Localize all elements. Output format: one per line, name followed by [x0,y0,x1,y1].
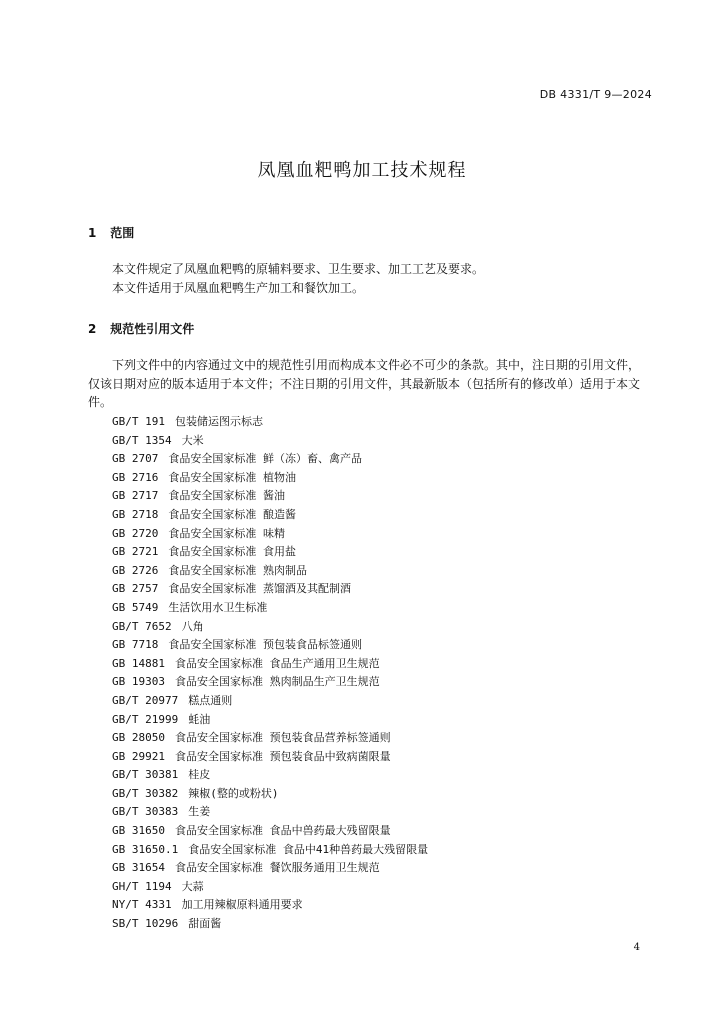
reference-item [112,525,428,544]
reference-title: 食品安全国家标准 蒸馏酒及其配制酒 [168,582,351,596]
reference-item [112,673,428,692]
reference-code: GB/T 30381 [112,768,179,782]
reference-title: 食品安全国家标准 食用盐 [168,545,296,559]
reference-title: 八角 [181,619,204,633]
reference-title: 食品安全国家标准 食品中兽药最大残留限量 [174,824,391,838]
reference-item [112,859,428,878]
reference-code: GB 2718 [112,507,159,521]
reference-code: GB 5749 [112,600,159,614]
reference-item [112,729,428,748]
reference-title: 食品安全国家标准 植物油 [168,470,296,484]
reference-item [112,692,428,711]
reference-item [112,785,428,804]
reference-code: GB 2707 [112,452,159,466]
reference-code: GB/T 7652 [112,619,172,633]
scope-paragraph-1: 本文件规定了凤凰血粑鸭的原辅料要求、卫生要求、加工工艺及要求。 [112,262,485,276]
section-heading-text: 规范性引用文件 [110,322,195,336]
reference-code: GB 2716 [112,470,159,484]
reference-code: GB 2720 [112,526,159,540]
reference-code: GB 31650.1 [112,842,179,856]
reference-code: GB 2717 [112,489,159,503]
reference-list [112,413,428,934]
reference-code: GB 2757 [112,582,159,596]
reference-code: GB 31654 [112,861,165,875]
reference-code: GB/T 21999 [112,712,179,726]
reference-title: 食品安全国家标准 预包装食品标签通则 [168,638,362,652]
section-1-heading [88,224,134,241]
reference-title: 糕点通则 [188,693,233,707]
reference-item [112,711,428,730]
reference-item [112,803,428,822]
reference-title: 食品安全国家标准 熟肉制品生产卫生规范 [174,675,380,689]
reference-code: GB 31650 [112,824,165,838]
reference-item [112,766,428,785]
reference-code: GB/T 191 [112,415,165,428]
section-2-heading [88,320,194,337]
reference-item [112,841,428,860]
reference-title: 包装储运图示标志 [174,415,263,428]
reference-title: 食品安全国家标准 预包装食品中致病菌限量 [174,749,391,763]
reference-code: GB/T 20977 [112,693,179,707]
reference-code: GB 2721 [112,545,159,559]
reference-title: 辣椒(整的或粉状) [188,786,279,800]
reference-item [112,748,428,767]
reference-title: 食品安全国家标准 熟肉制品 [168,563,307,577]
reference-title: 食品安全国家标准 食品中41种兽药最大残留限量 [188,842,429,856]
reference-code: GB 19303 [112,675,165,689]
reference-item [112,618,428,637]
reference-item [112,878,428,897]
section-number: 1 [88,226,97,240]
reference-code: GB/T 1354 [112,433,172,447]
reference-title: 食品安全国家标准 酿造酱 [168,507,296,521]
reference-title: 生姜 [188,805,211,819]
reference-item [112,543,428,562]
page-number: 4 [633,942,640,953]
reference-code: GB 2726 [112,563,159,577]
reference-code: GB 28050 [112,731,165,745]
reference-item [112,580,428,599]
reference-title: 食品安全国家标准 鲜（冻）畜、禽产品 [168,452,362,466]
reference-code: GB 7718 [112,638,159,652]
reference-code: GB 29921 [112,749,165,763]
document-code: DB 4331/T 9—2024 [539,88,652,101]
document-title: 凤凰血粑鸭加工技术规程 [257,160,467,181]
reference-item [112,450,428,469]
reference-item [112,896,428,915]
section-heading-text: 范围 [110,226,135,240]
reference-item [112,655,428,674]
reference-title: 食品安全国家标准 酱油 [168,489,285,503]
reference-code: NY/T 4331 [112,898,172,912]
reference-item [112,599,428,618]
reference-title: 食品安全国家标准 味精 [168,526,285,540]
reference-title: 食品安全国家标准 食品生产通用卫生规范 [174,656,380,670]
reference-item [112,432,428,451]
reference-code: GB/T 30383 [112,805,179,819]
reference-item [112,487,428,506]
reference-title: 甜面酱 [188,917,222,931]
reference-title: 加工用辣椒原料通用要求 [181,898,303,912]
scope-paragraph-2: 本文件适用于凤凰血粑鸭生产加工和餐饮加工。 [112,281,365,295]
reference-item [112,469,428,488]
reference-item [112,636,428,655]
reference-item [112,562,428,581]
reference-title: 桂皮 [188,768,211,782]
reference-title: 食品安全国家标准 预包装食品营养标签通则 [174,731,391,745]
reference-title: 蚝油 [188,712,211,726]
reference-title: 大蒜 [181,879,204,893]
reference-title: 食品安全国家标准 餐饮服务通用卫生规范 [174,861,380,875]
reference-item [112,822,428,841]
reference-code: GB/T 30382 [112,786,179,800]
reference-code: SB/T 10296 [112,917,179,931]
reference-code: GH/T 1194 [112,879,172,893]
reference-item [112,915,428,934]
reference-code: GB 14881 [112,656,165,670]
reference-item [112,413,428,432]
reference-title: 大米 [181,433,204,447]
reference-title: 生活饮用水卫生标准 [168,600,268,614]
reference-item [112,506,428,525]
references-intro-paragraph: 下列文件中的内容通过文中的规范性引用而构成本文件必不可少的条款。其中，注日期的引用文件，仅该日期对应的版本适用于本文件；不注日期的引用文件，其最新版本（包括所有的修改单）适用于本文件。 [88,358,641,409]
section-number: 2 [88,322,97,336]
